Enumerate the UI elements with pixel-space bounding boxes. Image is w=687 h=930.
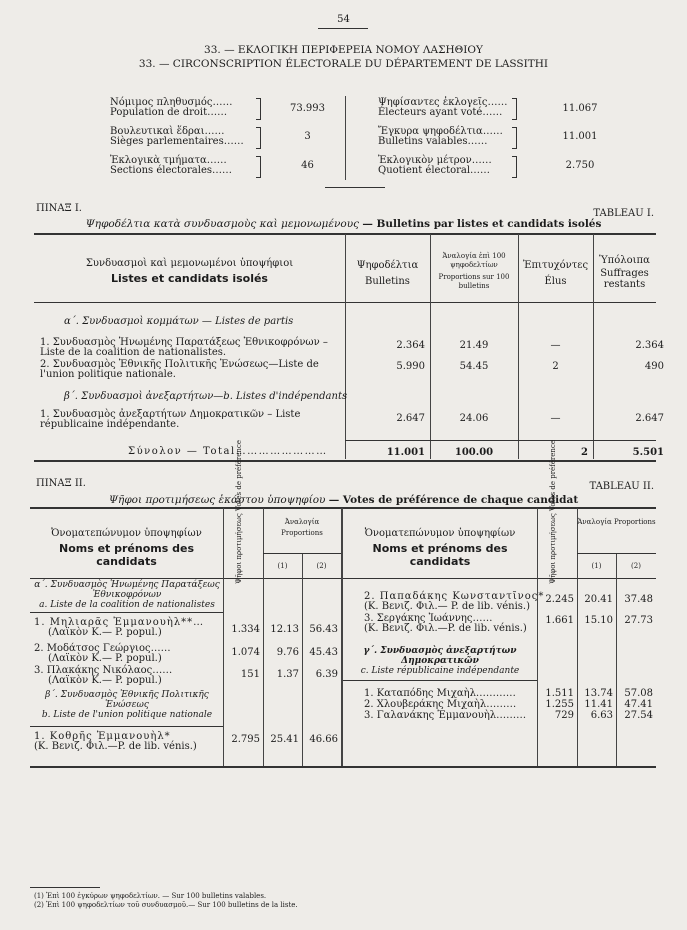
table1-total-label: Σύνολον — Total……………………: [128, 446, 328, 457]
table-rule: [30, 726, 223, 727]
table1-row-a1: 1. Συνδυασμὸς Ἡνωμένης Παρατάξεως Ἐθνικοφρόνων – Liste de la coalition de nationalistes.: [40, 337, 328, 358]
table2-cell: 27.54: [624, 710, 653, 721]
table2-cell: 151: [240, 669, 260, 680]
summary-value-quotient: 2.750: [565, 160, 595, 171]
divider: [325, 187, 385, 188]
brace: [512, 156, 517, 178]
brace: [512, 98, 517, 120]
table2-candidate: 2. Μοδάτσος Γεώργιος…… (Λαϊκὸν Κ.— P. popul.): [34, 643, 171, 664]
table2-label-greek: ΠΙΝΑΞ II.: [36, 478, 86, 489]
table2-cell: 20.41: [584, 594, 613, 605]
table1-cell: 2.364: [635, 340, 664, 351]
table2-cell: 46.66: [309, 734, 338, 745]
table2-cell: 729: [554, 710, 574, 721]
table2-cell: 25.41: [270, 734, 299, 745]
summary-label-quotient: Ἐκλογικὸν μέτρον…… Quotient électoral……: [378, 155, 492, 176]
table2-section-c: γ΄. Συνδυασμὸς ἀνεξαρτήτων Δημοκρατικῶν c. Liste républicaine indépendante: [360, 646, 520, 676]
table1-cell: 2.647: [396, 413, 425, 424]
table1-total-rest: 5.501: [632, 447, 664, 458]
column-rule: [616, 553, 617, 766]
table1-header-bulletins: Ψηφοδέλτια Bulletins: [356, 260, 419, 287]
page-number: 54: [337, 14, 350, 25]
summary-value-valid: 11.001: [562, 131, 598, 142]
table1-section-a: α΄. Συνδυασμοὶ κομμάτων — Listes de partis: [64, 316, 294, 327]
table2-header-names-right: Ὀνοματεπώνυμον ὑποψηφίων Noms et prénoms des candidats: [364, 528, 516, 568]
footnote-rule: [30, 887, 100, 888]
table2-cell: 15.10: [584, 615, 613, 626]
table1-header-proportions: Ἀναλογία ἐπὶ 100 ψηφοδελτίων Proportions sur 100 bulletins: [438, 252, 510, 290]
table2-header-votes-right: Ψῆφοι προτιμήσεως Votes de préférence: [549, 440, 557, 584]
title-greek: 33. — ΕΚΛΟΓΙΚΗ ΠΕΡΙΦΕΡΕΙΑ ΝΟΜΟΥ ΛΑΣΗΘΙΟΥ: [204, 44, 483, 56]
table2-cell: 37.48: [624, 594, 653, 605]
summary-label-population: Νόμιμος πληθυσμός…… Population de droit……: [110, 97, 233, 118]
table2-cell: 47.41: [624, 699, 653, 710]
table2-header-p2-right: (2): [631, 562, 641, 570]
column-rule: [577, 508, 578, 766]
table1-cell: 2.647: [635, 413, 664, 424]
table2-candidate: 2. Παπαδάκης Κωνσταντῖνος* (Κ. Βενιζ. Φιλ.— P. de lib. vénis.): [364, 591, 545, 612]
table1-cell: 2: [552, 361, 559, 372]
table1-total-bulletins: 11.001: [386, 447, 425, 458]
table2-candidate: 1. Μηλιαρᾶς Ἐμμανουὴλ**… (Λαϊκὸν Κ.— P. popul.): [34, 617, 205, 638]
summary-value-population: 73.993: [290, 103, 325, 114]
table1-cell: —: [550, 413, 561, 424]
table2-cell: 27.73: [624, 615, 653, 626]
table2-candidate: 3. Πλακάκης Νικόλαος…… (Λαϊκὸν Κ.— P. popul.): [34, 665, 173, 686]
table1-cell: 21.49: [459, 340, 489, 351]
table2-candidate: 3. Σεργάκης Ἰωάννης…… (Κ. Βενιζ. Φιλ.—P. de lib. vénis.): [364, 613, 527, 634]
table2-cell: 6.63: [590, 710, 613, 721]
table2-header-prop-left: Ἀναλογία Proportions: [281, 518, 323, 537]
summary-label-valid: Ἔγκυρα ψηφοδέλτια…… Bulletins valables……: [378, 126, 503, 147]
table2-candidate: 3. Γαλανάκης Ἐμμανουὴλ………: [364, 710, 527, 721]
table2-section-a: α΄. Συνδυασμὸς Ἡνωμένης Παρατάξεως Ἐθνικοφρόνων a. Liste de la coalition de nationalistes: [34, 580, 220, 610]
table1-section-b: β΄. Συνδυασμοὶ ἀνεξαρτήτων—b. Listes d'indépendants: [64, 391, 348, 402]
brace: [256, 156, 261, 178]
table1-cell: 2.364: [396, 340, 425, 351]
table2-header-names-left: Ὀνοματεπώνυμον ὑποψηφίων Noms et prénoms des candidats: [51, 528, 202, 568]
table1-total-prop: 100.00: [454, 447, 494, 458]
table1-label-french: TABLEAU I.: [593, 208, 654, 219]
table-rule: [34, 460, 656, 462]
table2-cell: 1.074: [231, 647, 260, 658]
footnotes: (1) Ἐπὶ 100 ἐγκύρων ψηφοδελτίων. — Sur 100 bulletins valables. (2) Ἐπὶ 100 ψηφοδελτίων τοῦ συνδυασμοῦ.— Sur 100 bulletins de la liste.: [34, 892, 298, 909]
table2-header-p1-right: (1): [591, 562, 602, 570]
summary-value-voters: 11.067: [562, 103, 598, 114]
table2-candidate: 1. Κοθρῆς Ἐμμανουὴλ* (Κ. Βενιζ. Φιλ.—P. de lib. vénis.): [34, 731, 197, 752]
table1-cell: 490: [644, 361, 664, 372]
table1-row-a2: 2. Συνδυασμὸς Ἐθνικῆς Πολιτικῆς Ἑνώσεως—Liste de l'union politique nationale.: [40, 359, 319, 380]
summary-label-voters: Ψηφίσαντες ἐκλογεῖς…… Électeurs ayant voté……: [378, 97, 508, 118]
table2-cell: 9.76: [276, 647, 299, 658]
table-rule: [345, 440, 656, 441]
table2-cell: 45.43: [309, 647, 338, 658]
table2-header-votes-left: Ψῆφοι προτιμήσεως Votes de préférence: [235, 440, 243, 584]
table1-cell: 54.45: [459, 361, 489, 372]
table2-candidate: 2. Χλουβεράκης Μιχαὴλ………: [364, 699, 517, 710]
table1-total-elus: 2: [581, 447, 588, 458]
table1-label-greek: ΠΙΝΑΞ I.: [36, 203, 82, 214]
table1-row-b1: 1. Συνδυασμὸς ἀνεξαρτήτων Δημοκρατικῶν – Liste républicaine indépendante.: [40, 409, 301, 430]
table1-cell: 24.06: [459, 413, 489, 424]
table2-cell: 1.37: [276, 669, 299, 680]
title-french: 33. — CIRCONSCRIPTION ÉLECTORALE DU DÉPARTEMENT DE LASSITHI: [138, 58, 549, 70]
summary-value-seats: 3: [304, 131, 311, 142]
table-rule: [30, 612, 223, 613]
table2-candidate: 1. Καταπόδης Μιχαὴλ…………: [364, 688, 516, 699]
table2-cell: 57.08: [624, 688, 653, 699]
table2-cell: 1.511: [545, 688, 574, 699]
summary-label-seats: Βουλευτικαὶ ἕδραι…… Sièges parlementaires……: [110, 126, 244, 147]
table1-header-lists: Συνδυασμοὶ καὶ μεμονωμένοι ὑποψήφιοι Listes et candidats isolés: [85, 258, 294, 285]
table-rule: [577, 553, 656, 554]
table2-cell: 1.334: [231, 624, 260, 635]
table2-cell: 6.39: [315, 669, 338, 680]
table2-header-p2-left: (2): [316, 562, 327, 570]
table2-cell: 13.74: [584, 688, 613, 699]
brace: [256, 127, 261, 149]
table2-caption: Ψῆφοι προτιμήσεως ἑκάστου ὑποψηφίου — Votes de préférence de chaque candidat: [108, 494, 579, 506]
table1-header-elus: Ἐπιτυχόντες Élus: [522, 260, 589, 287]
brace: [256, 98, 261, 120]
column-rule: [223, 508, 224, 766]
table2-header-prop-right: Ἀναλογία Proportions: [577, 518, 656, 526]
table1-header-restants: Ὑπόλοιπα Suffrages restants: [599, 255, 650, 290]
table-rule: [30, 766, 656, 768]
table2-cell: 1.255: [545, 699, 574, 710]
table2-section-b: β΄. Συνδυασμὸς Ἐθνικῆς Πολιτικῆς Ἑνώσεως b. Liste de l'union politique nationale: [41, 690, 213, 720]
table2-label-french: TABLEAU II.: [589, 481, 654, 492]
table2-cell: 11.41: [584, 699, 613, 710]
divider: [345, 96, 346, 180]
table2-header-p1-left: (1): [277, 562, 288, 570]
summary-value-sections: 46: [301, 160, 314, 171]
table1-cell: —: [550, 340, 561, 351]
brace: [512, 127, 517, 149]
table-rule: [343, 680, 537, 681]
table1-caption: Ψηφοδέλτια κατὰ συνδυασμοὺς καὶ μεμονωμένους — Bulletins par listes et candidats isolés: [85, 218, 602, 230]
table1-cell: 5.990: [396, 361, 425, 372]
table2-cell: 2.245: [545, 594, 574, 605]
summary-label-sections: Ἐκλογικὰ τμήματα…… Sections électorales……: [110, 155, 233, 176]
table2-cell: 12.13: [270, 624, 299, 635]
column-rule: [537, 508, 538, 766]
divider: [318, 28, 368, 29]
column-rule: [263, 508, 264, 766]
table2-cell: 2.795: [231, 734, 260, 745]
table2-cell: 1.661: [545, 615, 574, 626]
table2-cell: 56.43: [309, 624, 338, 635]
table-rule: [263, 553, 341, 554]
